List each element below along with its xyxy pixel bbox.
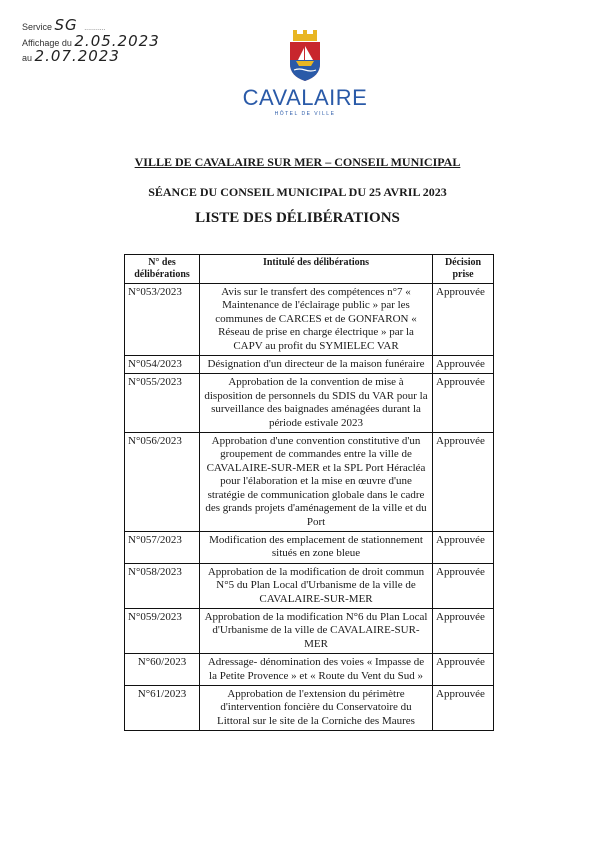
table-row: [125, 356, 494, 374]
service-label: Service: [22, 22, 53, 32]
au-date: 2.07.2023: [34, 47, 120, 65]
deliberation-title: Approbation d'une convention constitutive d'un groupement de commandes entre la ville de CAVALAIRE-SUR-MER et la SPL Port Héracléa pour l'élaboration et la mise en œuvre d'une stratégie de communication globale dans le cadre des grands projets d'aménagement de la ville et du Port: [200, 433, 433, 532]
deliberation-number: N°058/2023: [125, 563, 200, 608]
au-label: au: [22, 53, 33, 63]
deliberation-title: Adressage- dénomination des voies « Impasse de la Petite Provence » et « Route du Vent du Sud »: [200, 654, 433, 686]
deliberation-decision: Approuvée: [433, 654, 494, 686]
deliberation-number: N°056/2023: [125, 433, 200, 532]
logo-wordmark: CAVALAIRE: [242, 85, 368, 110]
table-row: [125, 531, 494, 563]
deliberation-number: N°61/2023: [125, 685, 200, 730]
deliberation-decision: Approuvée: [433, 685, 494, 730]
list-title: LISTE DES DÉLIBÉRATIONS: [195, 210, 400, 226]
table-row: [125, 685, 494, 730]
deliberations-table: [124, 254, 494, 731]
council-title: VILLE DE CAVALAIRE SUR MER – CONSEIL MUNICIPAL: [134, 155, 461, 169]
deliberation-decision: Approuvée: [433, 563, 494, 608]
table-row: [125, 284, 494, 356]
deliberation-decision: Approuvée: [433, 608, 494, 653]
service-note: ...........: [84, 25, 106, 32]
deliberation-decision: Approuvée: [433, 374, 494, 433]
deliberation-title: Approbation de la modification de droit commun N°5 du Plan Local d'Urbanisme de la ville de CAVALAIRE-SUR-MER: [200, 563, 433, 608]
deliberation-number: N°60/2023: [125, 654, 200, 686]
au-line: [22, 47, 120, 65]
affichage-date: 2.05.2023: [74, 32, 160, 50]
deliberation-decision: Approuvée: [433, 284, 494, 356]
posting-stamp: [22, 14, 172, 64]
deliberation-number: N°053/2023: [125, 284, 200, 356]
cavalaire-logo: [240, 30, 370, 120]
deliberation-number: N°057/2023: [125, 531, 200, 563]
deliberation-decision: Approuvée: [433, 356, 494, 374]
deliberation-title: Modification des emplacement de stationnement situés en zone bleue: [200, 531, 433, 563]
session-title: SÉANCE DU CONSEIL MUNICIPAL DU 25 AVRIL 2023: [148, 185, 447, 199]
deliberation-number: N°054/2023: [125, 356, 200, 374]
col-header-number: N° des délibérations: [125, 255, 200, 284]
deliberation-title: Désignation d'un directeur de la maison funéraire: [200, 356, 433, 374]
table-row: [125, 654, 494, 686]
deliberation-title: Approbation de la convention de mise à disposition de personnels du SDIS du VAR pour la surveillance des baignades aménagées durant la période estivale 2023: [200, 374, 433, 433]
col-header-title: Intitulé des délibérations: [200, 255, 433, 284]
logo-subtitle: HÔTEL DE VILLE: [274, 111, 336, 117]
table-row: [125, 374, 494, 433]
deliberation-decision: Approuvée: [433, 433, 494, 532]
service-value: SG: [54, 16, 78, 34]
deliberation-number: N°055/2023: [125, 374, 200, 433]
table-row: [125, 433, 494, 532]
deliberation-title: Avis sur le transfert des compétences n°7 « Maintenance de l'éclairage public » par les communes de CARCES et de GONFARON « Réseau de prise en charge électrique » par la CAPV au profit du SYMIELEC VAR: [200, 284, 433, 356]
table-header-row: [125, 255, 494, 284]
col-header-decision: Décision prise: [433, 255, 494, 284]
deliberation-number: N°059/2023: [125, 608, 200, 653]
city-crest-icon: [287, 30, 323, 82]
deliberation-decision: Approuvée: [433, 531, 494, 563]
table-row: [125, 608, 494, 653]
deliberation-title: Approbation de la modification N°6 du Plan Local d'Urbanisme de la ville de CAVALAIRE-SUR-MER: [200, 608, 433, 653]
affichage-label: Affichage du: [22, 38, 72, 48]
table-row: [125, 563, 494, 608]
deliberation-title: Approbation de l'extension du périmètre d'intervention foncière du Conservatoire du Littoral sur le site de la Corniche des Maures: [200, 685, 433, 730]
